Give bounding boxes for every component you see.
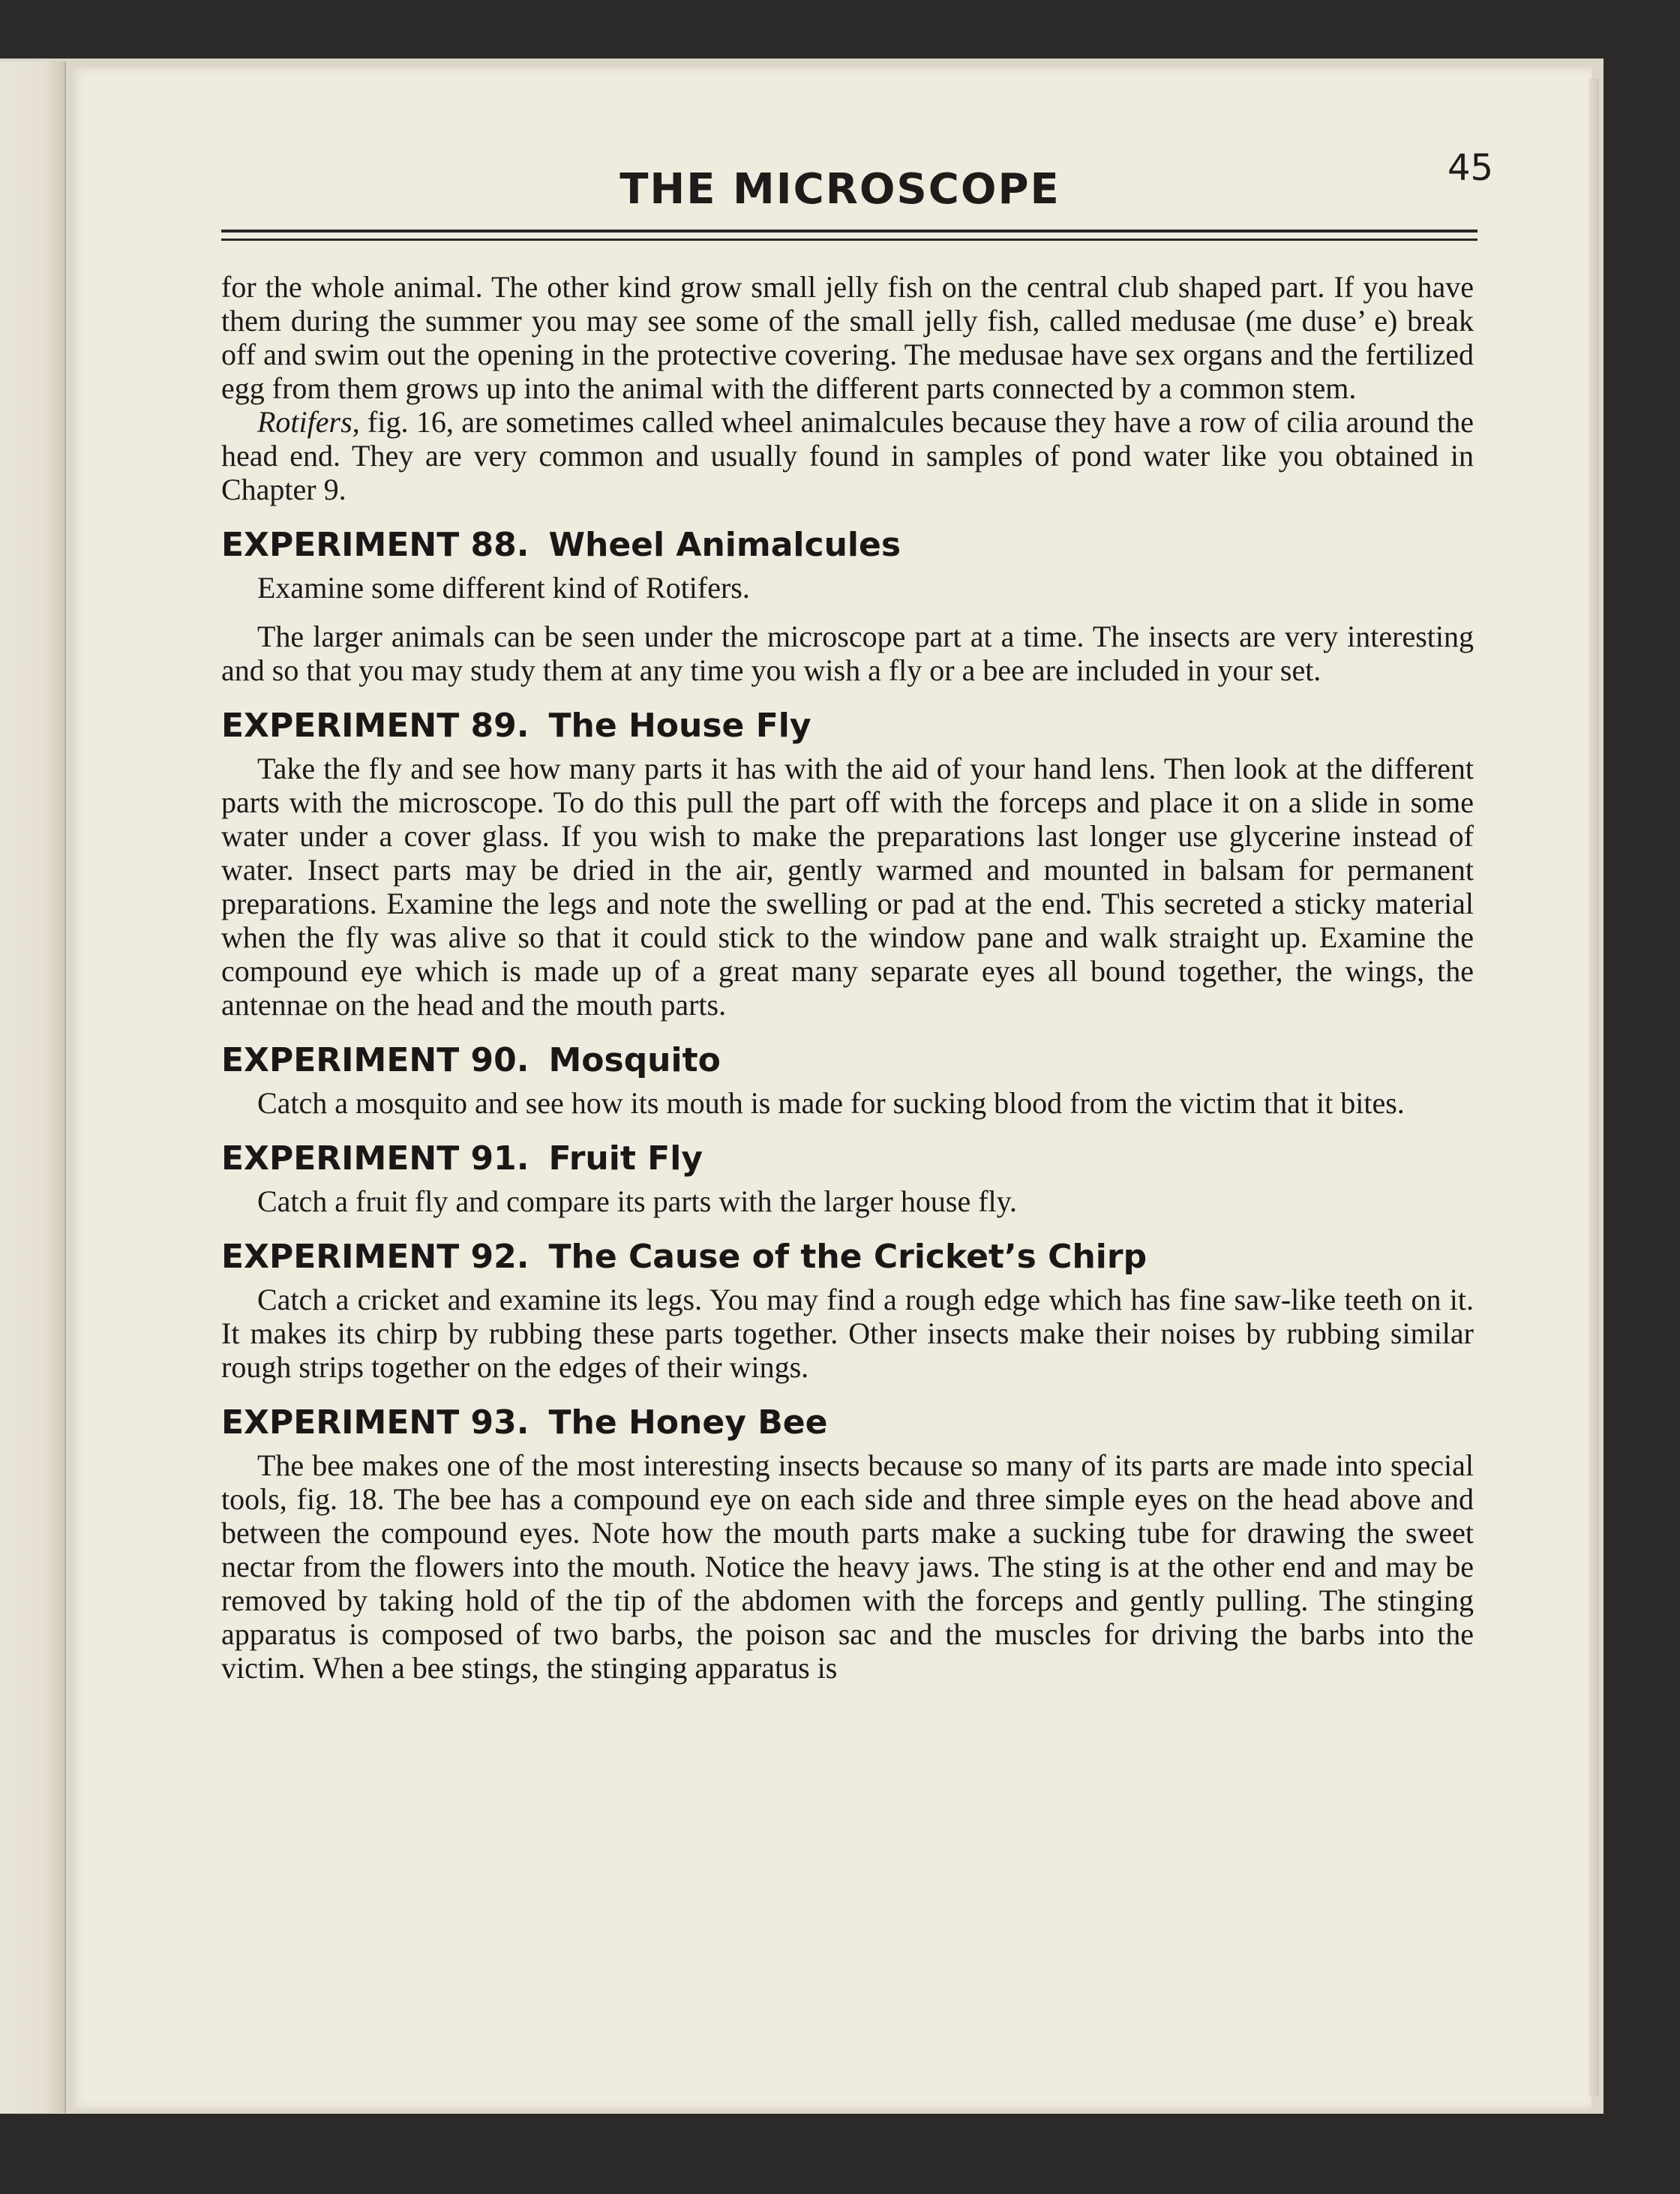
experiment-90-text: Catch a mosquito and see how its mouth is made for sucking blood from the victim that it bites. — [257, 1086, 1405, 1120]
experiment-88-instruction: Examine some different kind of Rotifers. — [257, 571, 750, 605]
header-rule-top — [221, 230, 1478, 233]
experiment-number: EXPERIMENT 90. — [221, 1041, 530, 1079]
experiment-88-text: The larger animals can be seen under the microscope part at a time. The insects are very interesting and so that you may study them at any time you wish a fly or a bee are included in your set. — [221, 620, 1474, 687]
experiment-number: EXPERIMENT 88. — [221, 526, 530, 564]
intro-paragraph: for the whole animal. The other kind grow small jelly fish on the central club shaped part. If you have them during the summer you may see some of the small jelly fish, called medusae (me duse’ e) break off and swim out the opening in the protective covering. The medusae have sex organs and the fertilized egg from them grows up into the animal with the different parts connected by a common stem. — [221, 270, 1474, 405]
page-number: 45 — [1448, 147, 1494, 189]
experiment-91-text: Catch a fruit fly and compare its parts with the larger house fly. — [257, 1184, 1018, 1218]
experiment-title: The Honey Bee — [548, 1403, 828, 1442]
experiment-title: Mosquito — [548, 1041, 721, 1079]
rotifers-paragraph — [221, 405, 1474, 506]
experiment-title: Fruit Fly — [548, 1139, 704, 1178]
experiment-title: Wheel Animalcules — [548, 526, 902, 564]
experiment-92-heading — [221, 1236, 1474, 1278]
rotifers-term: Rotifers, — [257, 405, 360, 439]
page-body — [221, 270, 1474, 1685]
experiment-title: The House Fly — [548, 707, 812, 745]
experiment-number: EXPERIMENT 89. — [221, 707, 530, 745]
experiment-89-text: Take the fly and see how many parts it has with the aid of your hand lens. Then look at the different parts with the microscope. To do this pull the part off with the forceps and place it on a slide in some water under a cover glass. If you wish to make the preparations last longer use glycerine instead of water. Insect parts may be dried in the air, gently warmed and mounted in balsam for permanent preparations. Examine the legs and note the swelling or pad at the end. This secreted a sticky material when the fly was alive so that it could stick to the window pane and walk straight up. Examine the compound eye which is made up of a great many separate eyes all bound together, the wings, the antennae on the head and the mouth parts. — [221, 752, 1474, 1022]
experiment-number: EXPERIMENT 91. — [221, 1139, 530, 1178]
header-rule-bottom — [221, 239, 1478, 241]
experiment-93-text: The bee makes one of the most interesting insects because so many of its parts are made into special tools, fig. 18. The bee has a compound eye on each side and three simple eyes on the head above and between the compound eyes. Note how the mouth parts make a sucking tube for drawing the sweet nectar from the flowers into the mouth. Notice the heavy jaws. The sting is at the other end and may be removed by taking hold of the tip of the abdomen with the forceps and gently pulling. The stinging apparatus is composed of two barbs, the poison sac and the muscles for driving the barbs into the victim. When a bee stings, the stinging apparatus is — [221, 1448, 1474, 1685]
page-fore-edge — [1588, 79, 1599, 2096]
experiment-number: EXPERIMENT 93. — [221, 1403, 530, 1442]
rotifers-text: fig. 16, are sometimes called wheel animalcules because they have a row of cilia around the head end. They are very common and usually found in samples of pond water like you obtained in Chapter 9. — [221, 405, 1474, 506]
experiment-91-heading — [221, 1138, 1474, 1180]
left-page-edge — [0, 62, 66, 2113]
experiment-title: The Cause of the Cricket’s Chirp — [548, 1238, 1148, 1276]
running-header-title: THE MICROSCOPE — [620, 165, 1060, 214]
experiment-number: EXPERIMENT 92. — [221, 1238, 530, 1276]
experiment-90-heading — [221, 1040, 1474, 1082]
experiment-92-text: Catch a cricket and examine its legs. You may find a rough edge which has fine saw-like teeth on it. It makes its chirp by rubbing these parts together. Other insects make their noises by rubbing similar rough strips together on the edges of their wings. — [221, 1283, 1474, 1384]
experiment-89-heading — [221, 705, 1474, 747]
experiment-88-heading — [221, 524, 1474, 566]
experiment-93-heading — [221, 1402, 1474, 1444]
